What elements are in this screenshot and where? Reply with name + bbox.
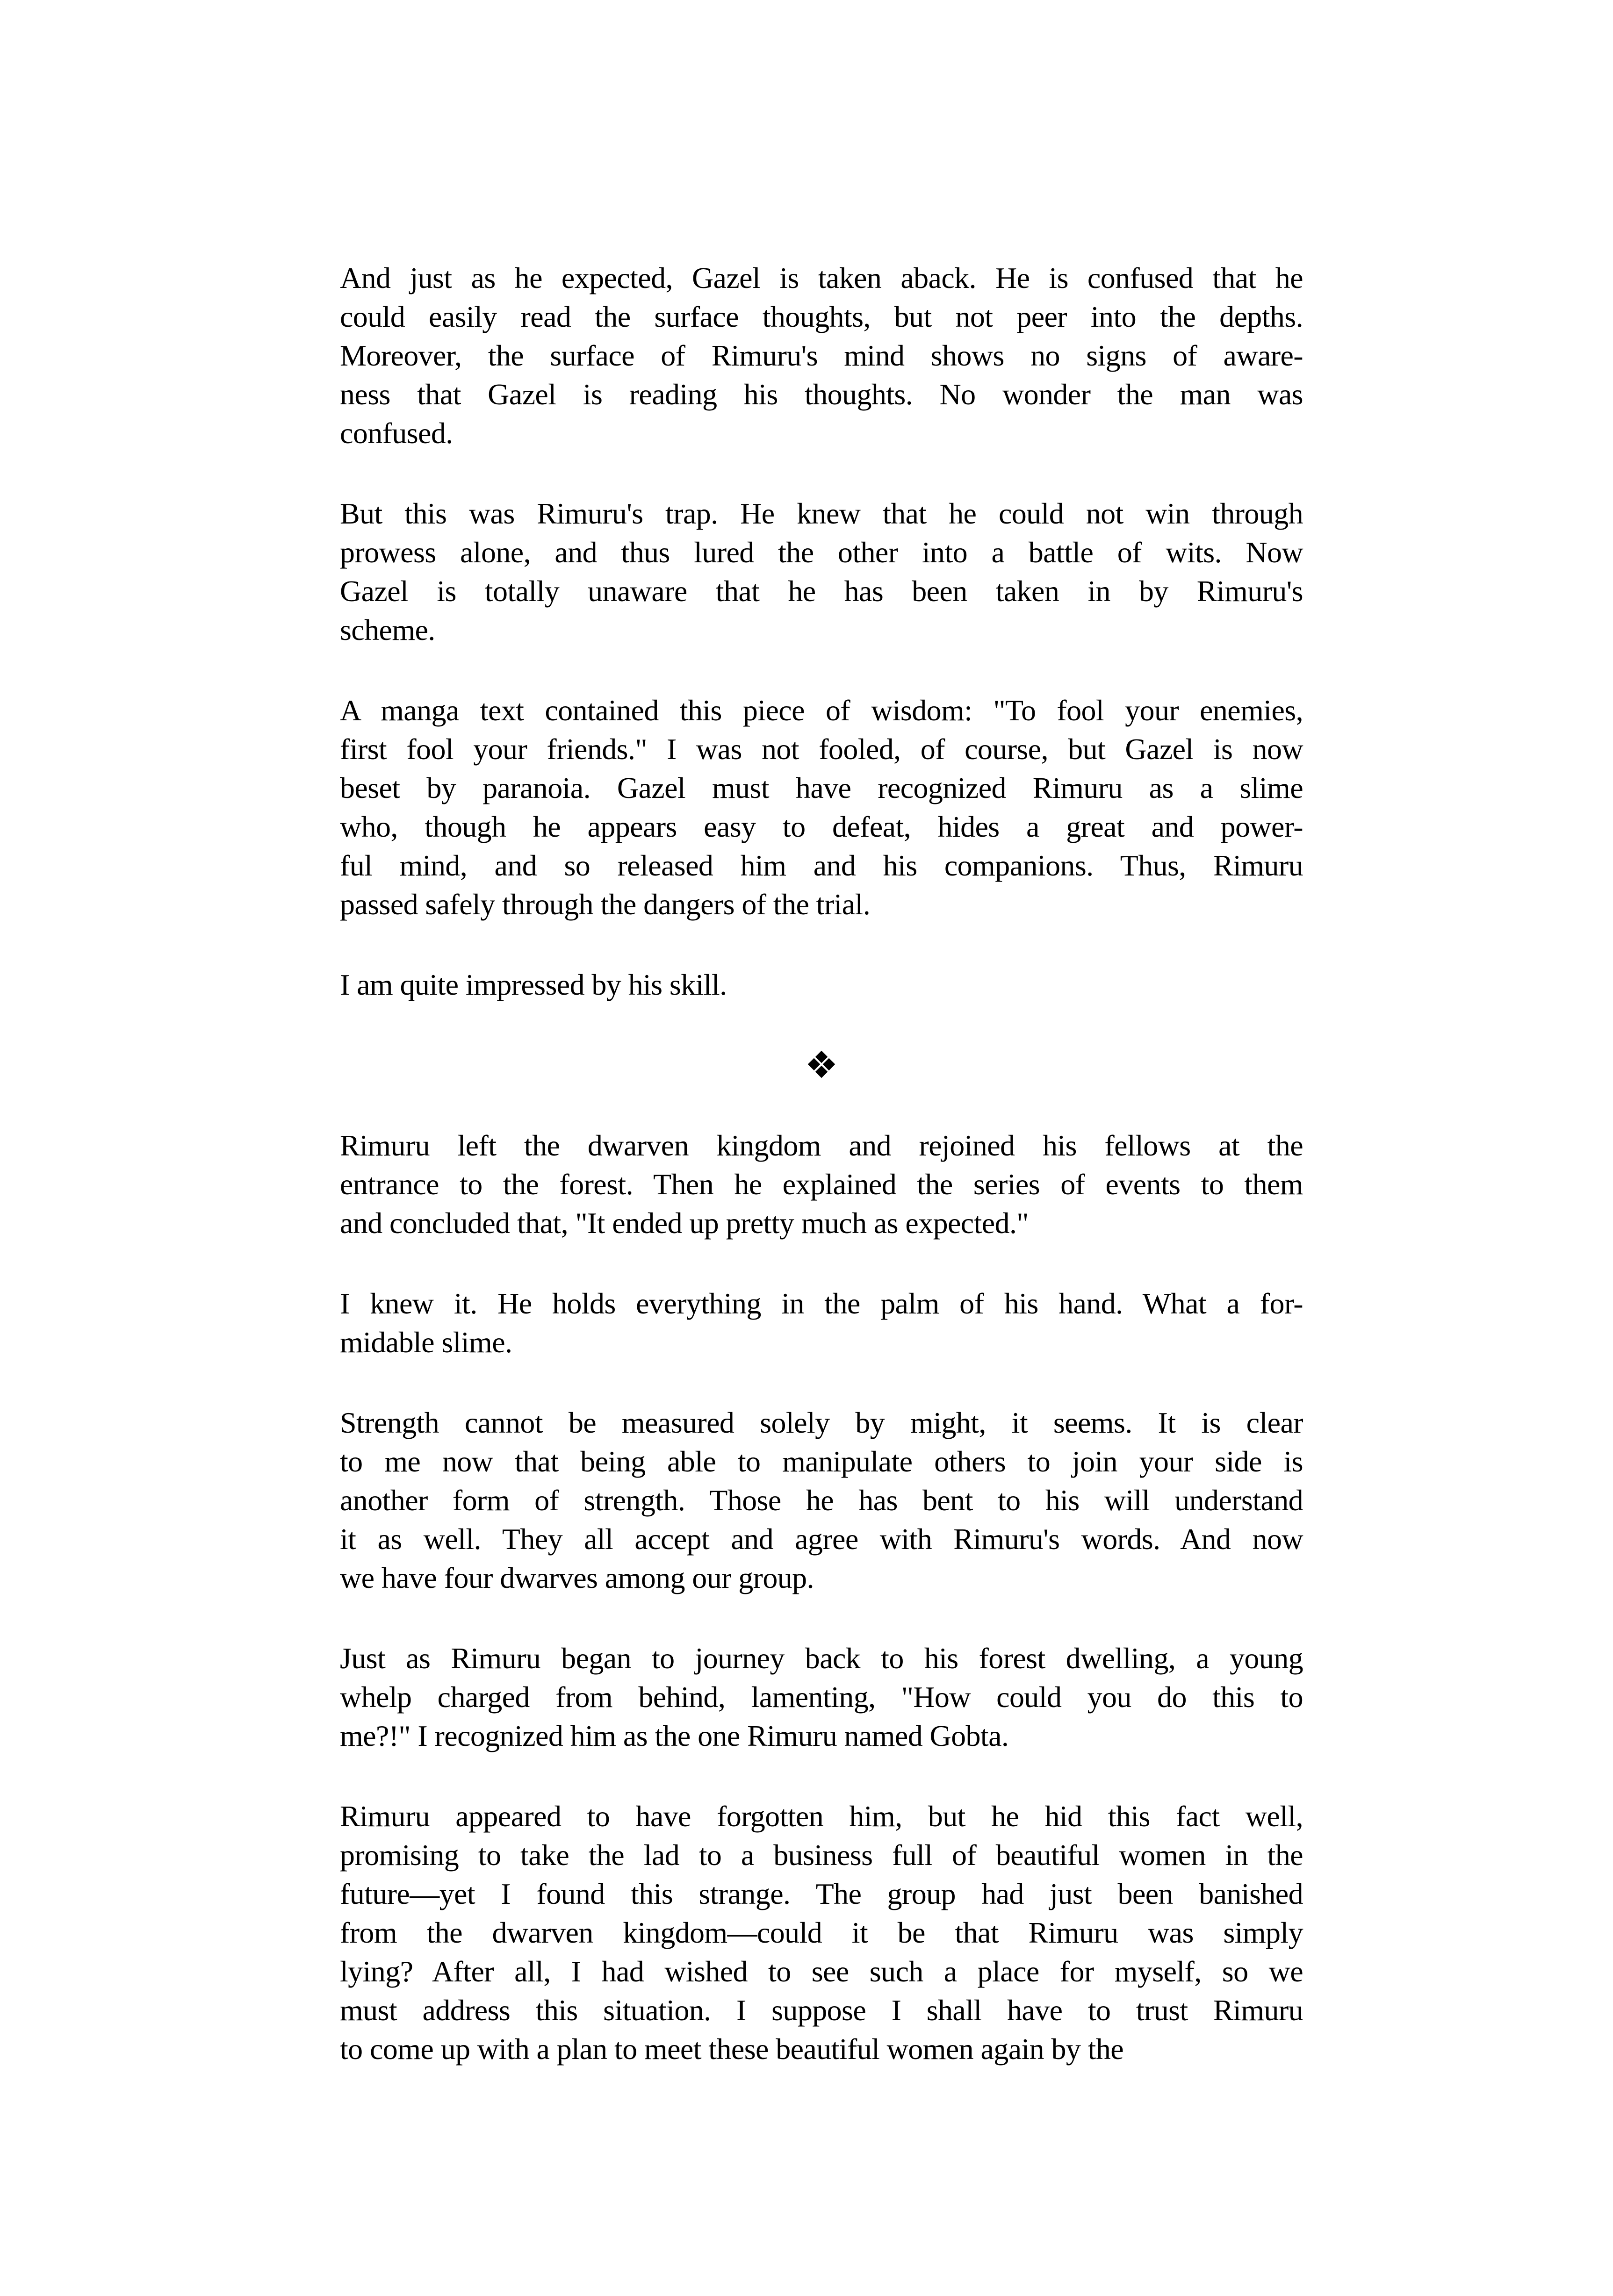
text-line: first fool your friends." I was not fooled, of course, but Gazel is now (340, 732, 1303, 766)
text-line: me?!" I recognized him as the one Rimuru named Gobta. (340, 1719, 1009, 1752)
text-line: ness that Gazel is reading his thoughts. No wonder the man was (340, 378, 1303, 411)
text-line: Rimuru left the dwarven kingdom and rejoined his fellows at the (340, 1129, 1303, 1162)
paragraph (340, 1126, 1303, 1242)
text-line: ful mind, and so released him and his companions. Thus, Rimuru (340, 849, 1303, 882)
text-line: prowess alone, and thus lured the other into a battle of wits. Now (340, 536, 1303, 569)
text-line: it as well. They all accept and agree with Rimuru's words. And now (340, 1522, 1303, 1556)
text-line: could easily read the surface thoughts, but not peer into the depths. (340, 300, 1303, 333)
text-line: whelp charged from behind, lamenting, "How could you do this to (340, 1680, 1303, 1714)
text-line: Gazel is totally unaware that he has been taken in by Rimuru's (340, 574, 1303, 608)
paragraph (340, 1639, 1303, 1755)
text-line: to come up with a plan to meet these beautiful women again by the (340, 2032, 1124, 2066)
text-line: who, though he appears easy to defeat, hides a great and power- (340, 810, 1303, 843)
text-line: midable slime. (340, 1326, 512, 1359)
text-line: from the dwarven kingdom—could it be that Rimuru was simply (340, 1916, 1303, 1949)
text-line: and concluded that, "It ended up pretty much as expected." (340, 1206, 1029, 1240)
paragraph (340, 691, 1303, 924)
paragraph (340, 494, 1303, 649)
text-line: another form of strength. Those he has bent to his will understand (340, 1484, 1303, 1517)
text-block (340, 258, 1303, 2068)
text-line: scheme. (340, 613, 435, 646)
text-line: beset by paranoia. Gazel must have recognized Rimuru as a slime (340, 771, 1303, 804)
text-line: must address this situation. I suppose I shall have to trust Rimuru (340, 1994, 1303, 2027)
text-line: Moreover, the surface of Rimuru's mind shows no signs of aware- (340, 339, 1303, 372)
diamond-ornament-icon: ❖ (805, 1043, 838, 1087)
text-line: I knew it. He holds everything in the palm of his hand. What a for- (340, 1287, 1303, 1320)
text-line: Just as Rimuru began to journey back to his forest dwelling, a young (340, 1642, 1303, 1675)
paragraph (340, 965, 1303, 1004)
text-line: But this was Rimuru's trap. He knew that he could not win through (340, 497, 1303, 530)
paragraph (340, 1403, 1303, 1597)
text-line: I am quite impressed by his skill. (340, 968, 727, 1001)
text-line: entrance to the forest. Then he explained the series of events to them (340, 1168, 1303, 1201)
paragraph (340, 258, 1303, 452)
text-line: to me now that being able to manipulate others to join your side is (340, 1445, 1303, 1478)
text-line: Rimuru appeared to have forgotten him, but he hid this fact well, (340, 1800, 1303, 1833)
text-line: Strength cannot be measured solely by might, it seems. It is clear (340, 1406, 1303, 1439)
section-divider (340, 1043, 1303, 1087)
paragraph (340, 1797, 1303, 2068)
text-line: confused. (340, 416, 453, 450)
text-line: promising to take the lad to a business full of beautiful women in the (340, 1838, 1303, 1872)
text-line: future—yet I found this strange. The group had just been banished (340, 1877, 1303, 1910)
text-line: passed safely through the dangers of the trial. (340, 888, 871, 921)
paragraph (340, 1284, 1303, 1362)
text-line: lying? After all, I had wished to see such a place for myself, so we (340, 1955, 1303, 1988)
text-line: A manga text contained this piece of wisdom: "To fool your enemies, (340, 694, 1303, 727)
text-line: we have four dwarves among our group. (340, 1561, 814, 1594)
text-line: And just as he expected, Gazel is taken aback. He is confused that he (340, 261, 1303, 294)
